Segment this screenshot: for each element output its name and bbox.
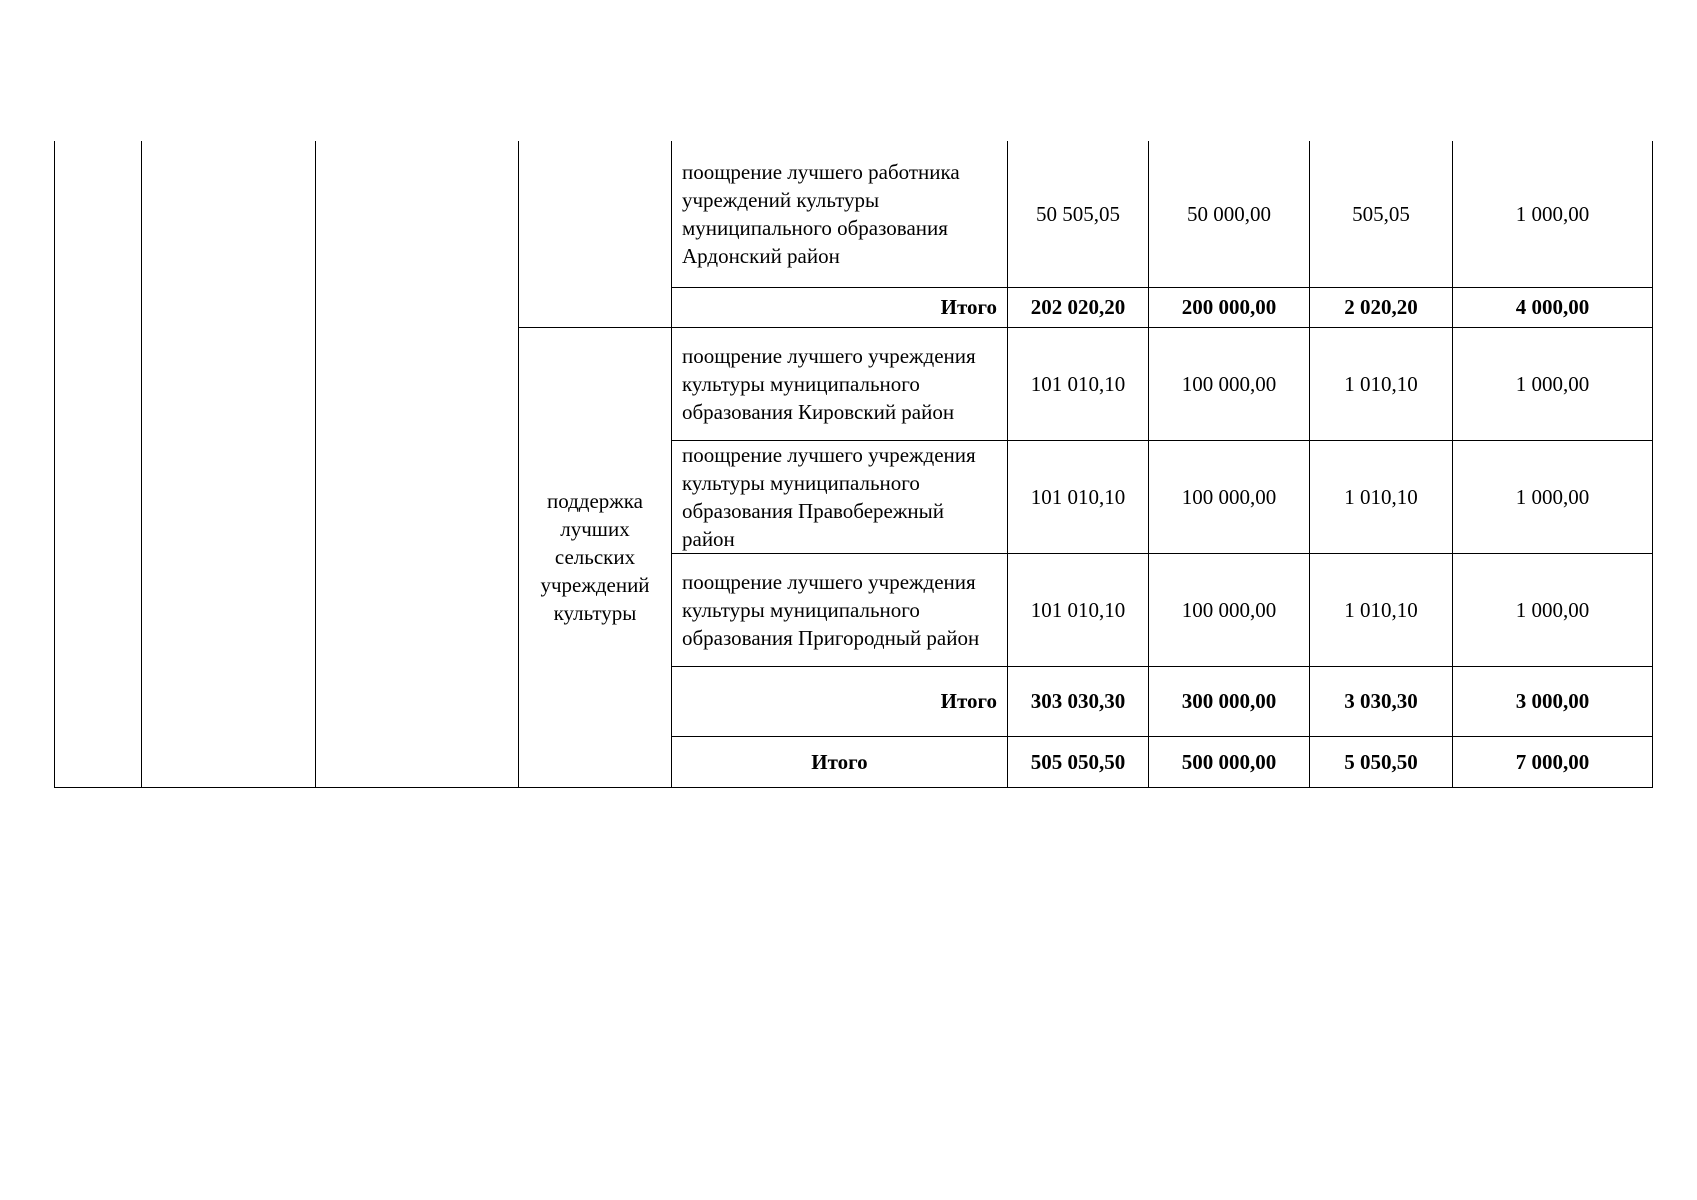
row-local-value: 1 000,00 [1453, 141, 1653, 287]
budget-table [54, 141, 1653, 788]
row-regional-value: 505,05 [1310, 141, 1453, 287]
row-federal-value: 100 000,00 [1149, 327, 1310, 440]
row-local-value: 1 000,00 [1453, 327, 1653, 440]
grand-total-regional-value: 5 050,50 [1310, 736, 1453, 787]
subtotal-local-value: 4 000,00 [1453, 287, 1653, 327]
row-total-value: 101 010,10 [1008, 327, 1149, 440]
grand-total-federal-value: 500 000,00 [1149, 736, 1310, 787]
subtotal-local-value: 3 000,00 [1453, 666, 1653, 736]
table-row-award-worker [55, 141, 1653, 287]
row-federal-value: 100 000,00 [1149, 553, 1310, 666]
row-description: поощрение лучшего работника учреждений культуры муниципального образования Ардонский район [672, 141, 1008, 287]
row-description: поощрение лучшего учреждения культуры муниципального образования Правобережный район [672, 440, 1008, 553]
row-federal-value: 100 000,00 [1149, 440, 1310, 553]
subtotal-label: Итого [672, 287, 1008, 327]
empty-cell-col1 [55, 141, 142, 788]
grand-total-label: Итого [672, 736, 1008, 787]
row-total-value: 101 010,10 [1008, 553, 1149, 666]
subtotal-label: Итого [672, 666, 1008, 736]
subtotal-regional-value: 3 030,30 [1310, 666, 1453, 736]
row-total-value: 101 010,10 [1008, 440, 1149, 553]
row-regional-value: 1 010,10 [1310, 553, 1453, 666]
group-label-rural: поддержка лучших сельских учреждений культуры [519, 327, 672, 788]
empty-cell-col4 [519, 141, 672, 327]
subtotal-regional-value: 2 020,20 [1310, 287, 1453, 327]
subtotal-federal-value: 200 000,00 [1149, 287, 1310, 327]
filler-cell [672, 787, 1653, 788]
empty-cell-col2 [142, 141, 316, 788]
row-regional-value: 1 010,10 [1310, 327, 1453, 440]
row-description: поощрение лучшего учреждения культуры муниципального образования Кировский район [672, 327, 1008, 440]
row-local-value: 1 000,00 [1453, 553, 1653, 666]
row-local-value: 1 000,00 [1453, 440, 1653, 553]
row-regional-value: 1 010,10 [1310, 440, 1453, 553]
subtotal-total-value: 202 020,20 [1008, 287, 1149, 327]
grand-total-value: 505 050,50 [1008, 736, 1149, 787]
row-description: поощрение лучшего учреждения культуры муниципального образования Пригородный район [672, 553, 1008, 666]
empty-cell-col3 [316, 141, 519, 788]
row-federal-value: 50 000,00 [1149, 141, 1310, 287]
grand-total-local-value: 7 000,00 [1453, 736, 1653, 787]
subtotal-total-value: 303 030,30 [1008, 666, 1149, 736]
subtotal-federal-value: 300 000,00 [1149, 666, 1310, 736]
row-total-value: 50 505,05 [1008, 141, 1149, 287]
